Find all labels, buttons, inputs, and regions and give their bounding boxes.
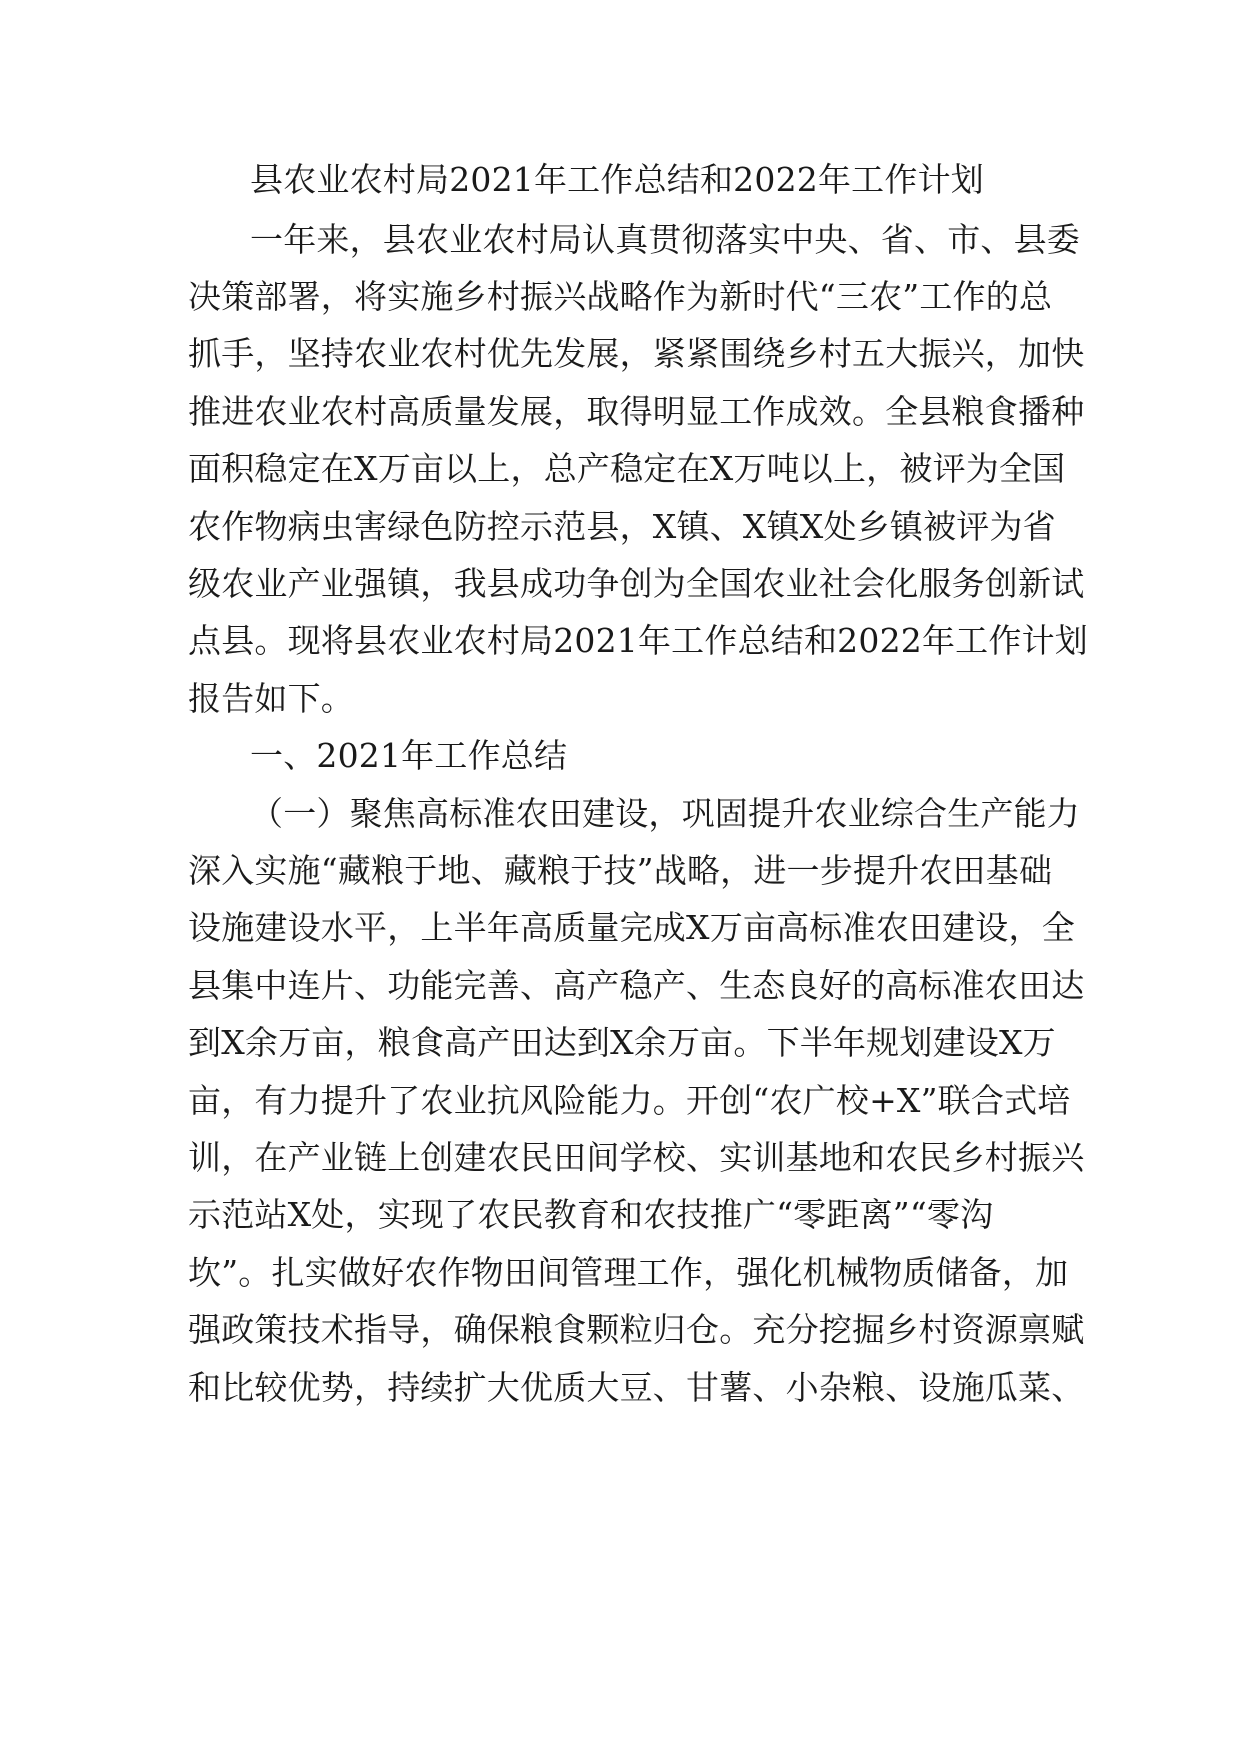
text-line-12: 深入实施“藏粮于地、藏粮于技”战略，进一步提升农田基础: [188, 851, 1053, 890]
text-line-14: 县集中连片、功能完善、高产稳产、生态良好的高标准农田达: [188, 966, 1085, 1005]
text-line-6: 农作物病虫害绿色防控示范县，X镇、X镇X处乡镇被评为省: [188, 507, 1056, 546]
text-line-1: 一年来，县农业农村局认真贯彻落实中央、省、市、县委: [250, 220, 1080, 259]
text-line-3: 抓手，坚持农业农村优先发展，紧紧围绕乡村五大振兴，加快: [188, 334, 1085, 373]
text-line-7: 级农业产业强镇，我县成功争创为全国农业社会化服务创新试: [188, 564, 1085, 603]
document-title: 县农业农村局2021年工作总结和2022年工作计划: [250, 160, 984, 199]
text-line-16: 亩，有力提升了农业抗风险能力。开创“农广校+X”联合式培: [188, 1081, 1071, 1120]
text-line-13: 设施建设水平，上半年高质量完成X万亩高标准农田建设，全: [188, 908, 1075, 947]
section-heading: 一、2021年工作总结: [250, 736, 568, 775]
text-line-5: 面积稳定在X万亩以上，总产稳定在X万吨以上，被评为全国: [188, 449, 1066, 488]
text-line-4: 推进农业农村高质量发展，取得明显工作成效。全县粮食播种: [188, 392, 1085, 431]
text-line-8: 点县。现将县农业农村局2021年工作总结和2022年工作计划: [188, 621, 1088, 660]
text-line-20: 强政策技术指导，确保粮食颗粒归仓。充分挖掘乡村资源禀赋: [188, 1310, 1085, 1349]
text-line-18: 示范站X处，实现了农民教育和农技推广“零距离”“零沟: [188, 1195, 994, 1234]
text-line-9: 报告如下。: [188, 679, 354, 718]
text-line-15: 到X余万亩，粮食高产田达到X余万亩。下半年规划建设X万: [188, 1023, 1056, 1062]
text-line-19: 坎”。扎实做好农作物田间管理工作，强化机械物质储备，加: [188, 1253, 1069, 1292]
text-line-17: 训，在产业链上创建农民田间学校、实训基地和农民乡村振兴: [188, 1138, 1085, 1177]
text-line-21: 和比较优势，持续扩大优质大豆、甘薯、小杂粮、设施瓜菜、: [188, 1368, 1085, 1407]
subsection-heading: （一）聚焦高标准农田建设，巩固提升农业综合生产能力: [250, 794, 1080, 833]
text-line-2: 决策部署，将实施乡村振兴战略作为新时代“三农”工作的总: [188, 277, 1053, 316]
